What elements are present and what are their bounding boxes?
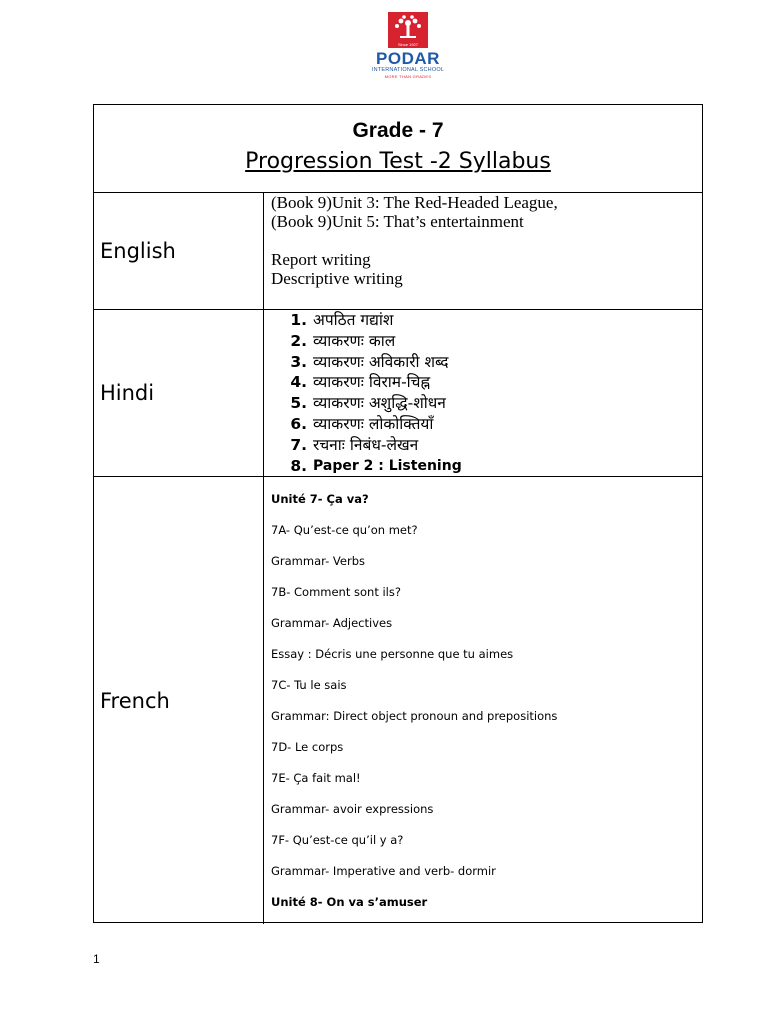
subject-label-hindi: Hindi	[100, 381, 155, 405]
list-item: 3. व्याकरणः अविकारी शब्द	[290, 352, 449, 371]
english-line: (Book 9)Unit 5: That’s entertainment	[271, 212, 524, 231]
list-item: Grammar- Verbs	[271, 554, 366, 568]
table-header-row	[94, 105, 702, 193]
list-item: 1. अपठित गद्यांश	[290, 311, 394, 329]
logo-name: PODAR	[376, 49, 440, 68]
table-row-french	[94, 477, 702, 924]
list-item: 4. व्याकरणः विराम-चिह्न	[290, 373, 431, 392]
page-number: 1	[93, 952, 100, 966]
subject-label-english: English	[100, 239, 176, 263]
list-item: 2. व्याकरणः काल	[290, 331, 396, 350]
grade-heading: Grade - 7	[352, 119, 444, 142]
list-item: 7A- Qu’est-ce qu’on met?	[271, 523, 418, 537]
list-item: Grammar- avoir expressions	[271, 802, 434, 816]
logo-tagline: MORE THAN GRADES	[384, 74, 432, 79]
list-item: 7B- Comment sont ils?	[271, 585, 401, 599]
table-row-english	[94, 193, 702, 310]
table-row-hindi	[94, 310, 702, 477]
syllabus-title: Progression Test -2 Syllabus	[245, 149, 551, 174]
tree-emblem-icon	[388, 12, 428, 48]
list-item: Grammar- Adjectives	[271, 616, 393, 630]
list-item: Grammar- Imperative and verb- dormir	[271, 864, 496, 878]
list-item: 6. व्याकरणः लोकोक्तियाँ	[290, 414, 434, 433]
list-item: 8. Paper 2 : Listening	[290, 456, 462, 475]
school-logo	[352, 12, 464, 88]
english-content	[264, 193, 702, 309]
list-item: 7F- Qu’est-ce qu’il y a?	[271, 833, 404, 847]
logo-since-text: Since 1927	[397, 42, 418, 47]
list-item: Grammar: Direct object pronoun and prepositions	[271, 709, 558, 723]
english-line: (Book 9)Unit 3: The Red-Headed League,	[271, 193, 558, 212]
list-item: Unité 7- Ça va?	[271, 492, 369, 506]
list-item: 7C- Tu le sais	[271, 678, 347, 692]
hindi-topic-list	[271, 310, 702, 476]
logo-subname: INTERNATIONAL SCHOOL	[371, 67, 445, 73]
list-item: Unité 8- On va s’amuser	[271, 895, 428, 909]
syllabus-table	[93, 104, 703, 923]
hindi-content	[264, 310, 702, 476]
subject-cell	[94, 477, 264, 924]
english-line: Descriptive writing	[271, 269, 403, 288]
list-item: 5. व्याकरणः अशुद्धि-शोधन	[290, 394, 446, 413]
subject-label-french: French	[100, 688, 170, 713]
english-line: Report writing	[271, 250, 371, 269]
list-item: 7E- Ça fait mal!	[271, 771, 361, 785]
list-item: 7. रचनाः निबंध-लेखन	[290, 435, 419, 454]
subject-cell	[94, 310, 264, 476]
list-item: 7D- Le corps	[271, 740, 344, 754]
list-item: Essay : Décris une personne que tu aimes	[271, 647, 514, 661]
subject-cell	[94, 193, 264, 309]
french-content	[264, 477, 702, 924]
